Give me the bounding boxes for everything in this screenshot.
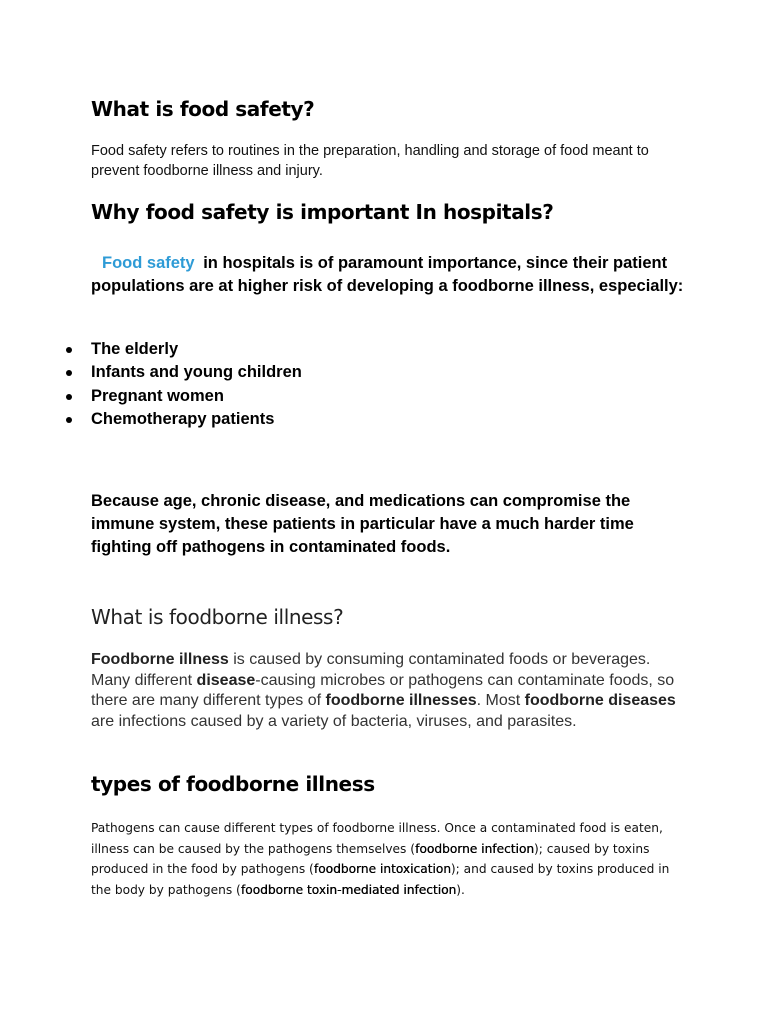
heading-what-is-food-safety: What is food safety? — [91, 97, 315, 121]
bullet-icon — [66, 394, 72, 400]
hospital-intro-paragraph — [91, 252, 691, 298]
bullet-icon — [66, 347, 72, 353]
at-risk-list — [0, 338, 700, 431]
list-item: Pregnant women — [0, 385, 700, 408]
heading-what-is-foodborne-illness: What is foodborne illness? — [91, 605, 344, 629]
hospital-intro-text: in hospitals is of paramount importance, since their patient populations are at higher risk of developing a foodborne illness, especially: — [91, 254, 684, 295]
food-safety-definition: Food safety refers to routines in the preparation, handling and storage of food meant to prevent foodborne illness and injury. — [91, 143, 649, 179]
heading-why-important-hospitals: Why food safety is important In hospitals? — [91, 200, 554, 224]
immune-system-paragraph: Because age, chronic disease, and medications can compromise the immune system, these patients in particular have a much harder time fighting off pathogens in contaminated foods. — [91, 492, 634, 556]
food-safety-link[interactable]: Food safety — [102, 254, 195, 272]
heading-types-of-foodborne-illness: types of foodborne illness — [91, 772, 375, 796]
list-item: Infants and young children — [0, 361, 700, 384]
types-paragraph: Pathogens can cause different types of foodborne illness. Once a contaminated food is eaten, illness can be caused by the pathogens themselves (foodborne infection); caused by toxins produced in the food by pathogens (foodborne intoxication); and caused by toxins produced in the body by pathogens (foodborne toxin-mediated infection). — [91, 821, 670, 898]
list-item: The elderly — [0, 338, 700, 361]
bullet-icon — [66, 417, 72, 423]
list-item: Chemotherapy patients — [0, 408, 700, 431]
foodborne-illness-paragraph: Foodborne illness is caused by consuming contaminated foods or beverages. Many different disease-causing microbes or pathogens can contaminate foods, so there are many different types of foodborne illnesses. Most foodborne diseases are infections caused by a variety of bacteria, viruses, and parasites. — [91, 651, 676, 730]
bullet-icon — [66, 370, 72, 376]
